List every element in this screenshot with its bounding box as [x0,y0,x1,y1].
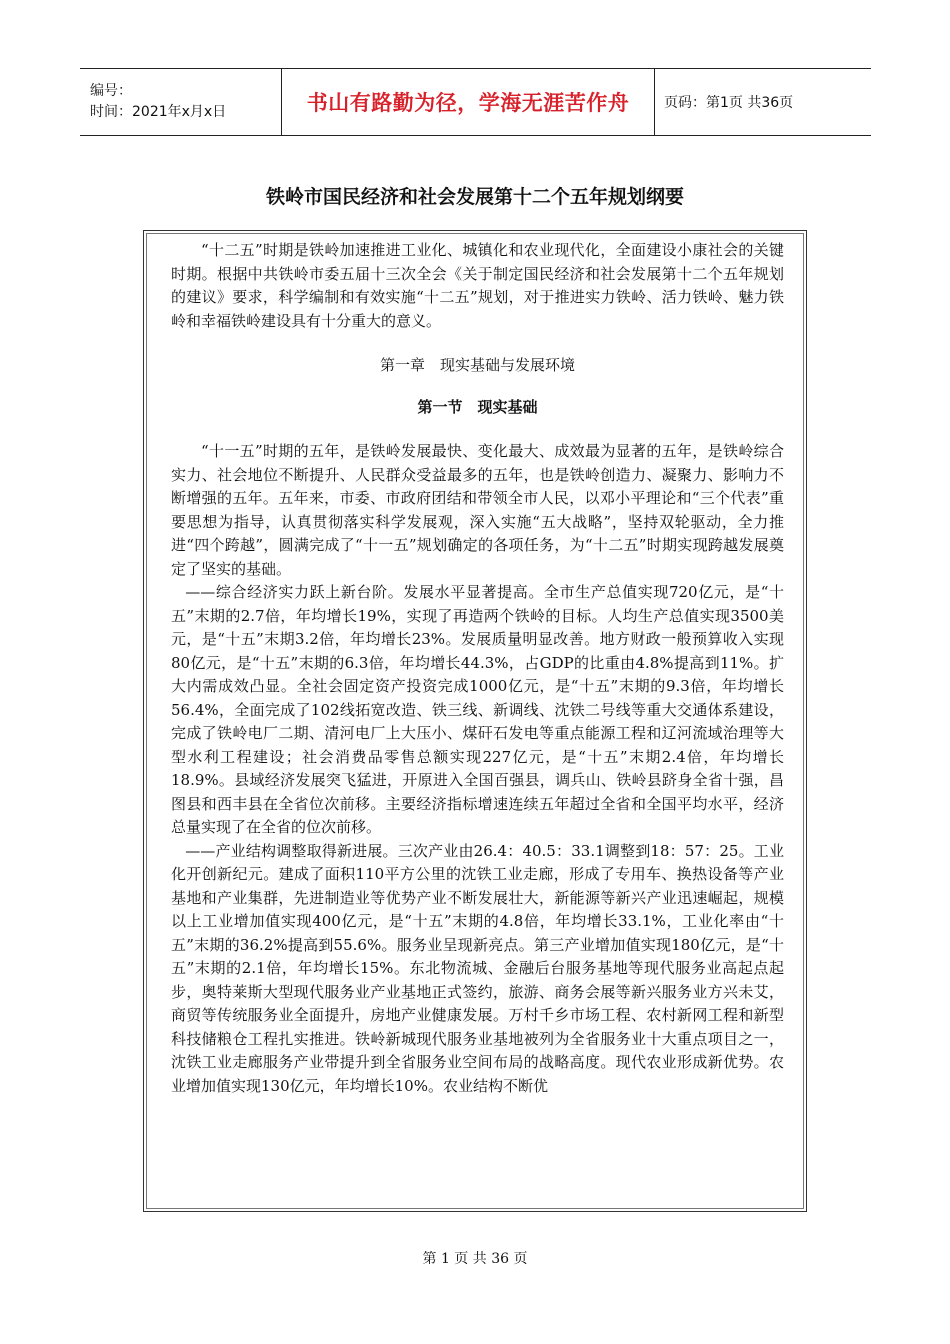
number-label: 编号： [90,83,132,99]
page-header [80,68,871,136]
document-title: 铁岭市国民经济和社会发展第十二个五年规划纲要 [265,186,684,208]
chapter-title: 第一章 现实基础与发展环境 [379,356,575,374]
header-motto-cell [282,69,655,135]
page-footer: 第 1 页 共 36 页 [422,1251,528,1267]
date-label: 时间：2021年x月x日 [90,104,227,120]
body-paragraph-2: ——综合经济实力跃上新台阶。发展水平显著提高。全市生产总值实现720亿元，是“十五”末期的2.7倍，年均增长19%，实现了再造两个铁岭的目标。人均生产总值实现3500美元，是“十五”末期3.2倍，年均增长23%。发展质量明显改善。地方财政一般预算收入实现80亿元，是“十五”末期的6.3倍，年均增长44.3%，占GDP的比重由4.8%提高到11%。扩大内需成效凸显。全社会固定资产投资完成1000亿元，是“十五”末期的9.3倍，年均增长56.4%，全面完成了102线拓宽改造、铁三线、新调线、沈铁二号线等重大交通体系建设，完成了铁岭电厂二期、清河电厂上大压小、煤矸石发电等重点能源工程和辽河流域治理等大型水利工程建设；社会消费品零售总额实现227亿元，是“十五”末期2.4倍，年均增长18.9%。县域经济发展突飞猛进，开原进入全国百强县，调兵山、铁岭县跻身全省十强，昌图县和西丰县在全省位次前移。主要经济指标增速连续五年超过全省和全国平均水平，经济总量实现了在全省的位次前移。 [171,583,784,836]
content-frame [143,230,807,1212]
header-meta [80,69,282,135]
section-title: 第一节 现实基础 [417,398,538,416]
header-motto: 书山有路勤为径，学海无涯苦作舟 [306,91,630,115]
content-body [171,239,784,1098]
body-paragraph-3: ——产业结构调整取得新进展。三次产业由26.4：40.5：33.1调整到18：57：25。工业化开创新纪元。建成了面积110平方公里的沈铁工业走廊，形成了专用车、换热设备等产业基地和产业集群，先进制造业等优势产业不断发展壮大，新能源等新兴产业迅速崛起，规模以上工业增加值实现400亿元，是“十五”末期的4.8倍，年均增长33.1%，工业化率由“十五”末期的36.2%提高到55.6%。服务业呈现新亮点。第三产业增加值实现180亿元，是“十五”末期的2.1倍，年均增长15%。东北物流城、金融后台服务基地等现代服务业高起点起步，奥特莱斯大型现代服务业产业基地正式签约，旅游、商务会展等新兴服务业方兴未艾，商贸等传统服务业全面提升，房地产业健康发展。万村千乡市场工程、农村新网工程和新型科技储粮仓工程扎实推进。铁岭新城现代服务业基地被列为全省服务业十大重点项目之一，沈铁工业走廊服务产业带提升到全省服务业空间布局的战略高度。现代农业形成新优势。农业增加值实现130亿元，年均增长10%。农业结构不断优 [171,841,784,1095]
header-page-info-cell [655,69,871,135]
body-paragraph-1: “十一五”时期的五年，是铁岭发展最快、变化最大、成效最为显著的五年，是铁岭综合实力、社会地位不断提升、人民群众受益最多的五年，也是铁岭创造力、凝聚力、影响力不断增强的五年。五年来，市委、市政府团结和带领全市人民，以邓小平理论和“三个代表”重要思想为指导，认真贯彻落实科学发展观，深入实施“五大战略”，坚持双轮驱动，全力推进“四个跨越”，圆满完成了“十一五”规划确定的各项任务，为“十二五”时期实现跨越发展奠定了坚实的基础。 [171,442,784,578]
intro-paragraph: “十二五”时期是铁岭加速推进工业化、城镇化和农业现代化，全面建设小康社会的关键时期。根据中共铁岭市委五届十三次全会《关于制定国民经济和社会发展第十二个五年规划的建议》要求，科学编制和有效实施“十二五”规划，对于推进实力铁岭、活力铁岭、魅力铁岭和幸福铁岭建设具有十分重大的意义。 [171,241,784,330]
header-page-info: 页码：第1页 共36页 [664,95,794,111]
